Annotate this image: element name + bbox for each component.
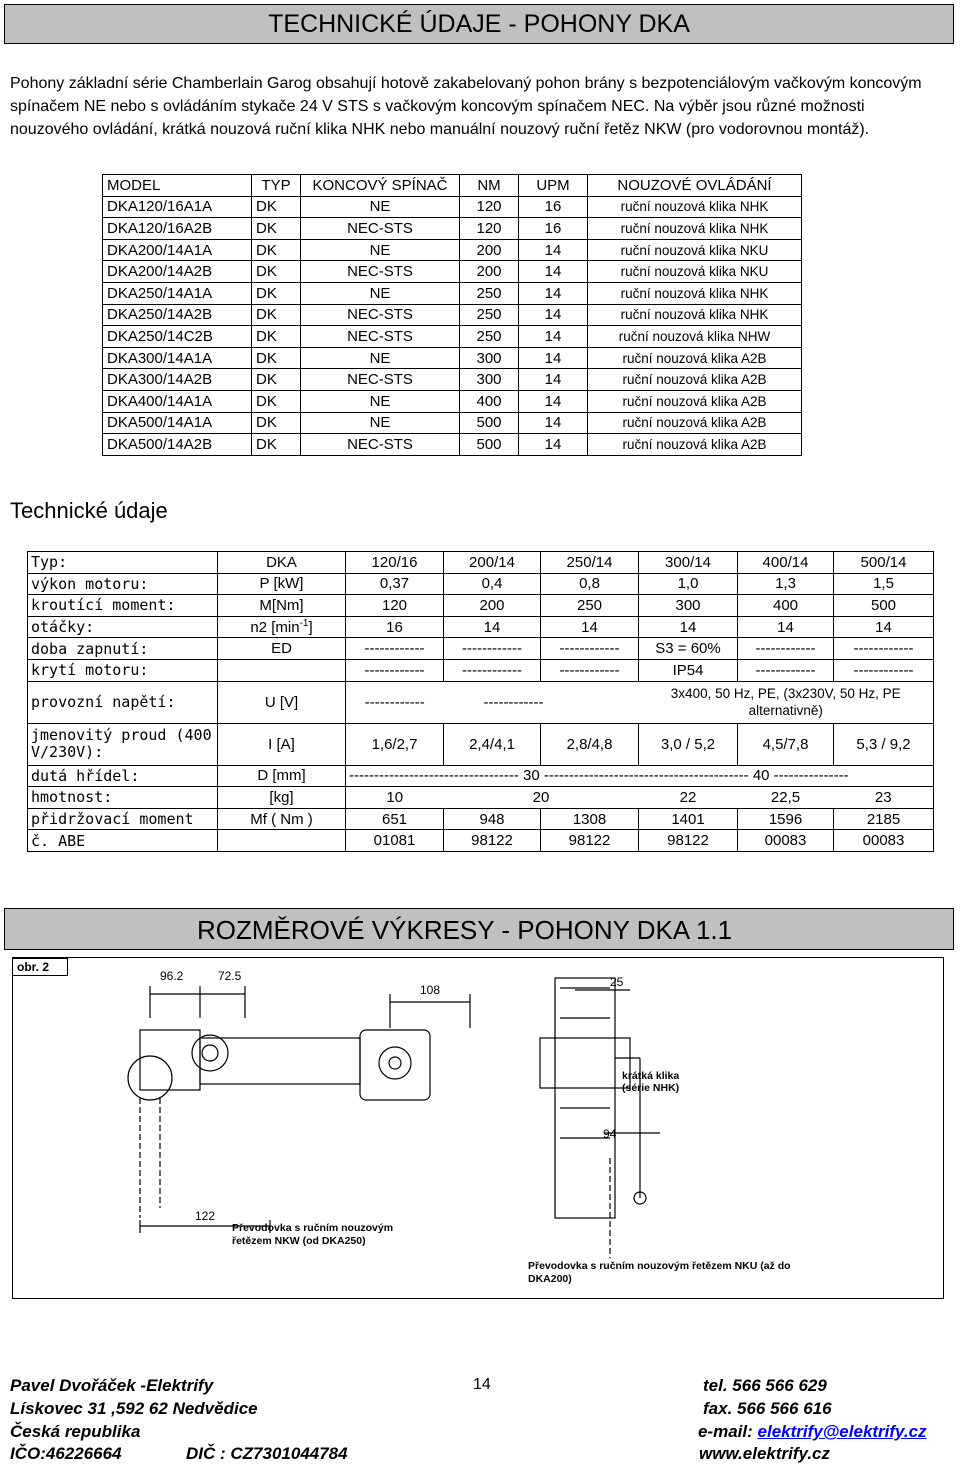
models-cell: DK	[252, 412, 301, 434]
models-cell: NEC-STS	[301, 218, 460, 240]
models-cell: ruční nouzová klika A2B	[588, 390, 802, 412]
cell: kroutící moment:	[28, 595, 218, 617]
cell: ------------	[444, 638, 541, 660]
models-cell: ruční nouzová klika NHK	[588, 304, 802, 326]
cell: 1,3	[738, 573, 834, 595]
cell-unit	[218, 616, 346, 638]
figure-label: obr. 2	[12, 958, 68, 976]
models-cell: NE	[301, 196, 460, 218]
dim-label: 96.2	[160, 969, 184, 983]
unit-superscript: -1	[299, 618, 309, 630]
intro-paragraph: Pohony základní série Chamberlain Garog obsahují hotově zakabelovaný pohon brány s bezpotenciálovým vačkovým koncovým spínačem NE nebo s ovládáním stykače 24 V STS s vačkovým koncovým spínačem NEC. Na výběr jsou různé možnosti nouzového ovládání, krátká nouzová ruční klika NHK nebo manuální nouzový ruční řetěz NKW (pro vodorovnou montáž).	[10, 75, 922, 138]
models-cell: 16	[519, 196, 588, 218]
dim-label: 72.5	[218, 969, 242, 983]
cell: ------------	[444, 681, 639, 723]
models-cell: DK	[252, 434, 301, 456]
cell: 1,0	[639, 573, 738, 595]
models-cell: ruční nouzová klika NHK	[588, 282, 802, 304]
cell: hmotnost:	[28, 787, 218, 809]
models-cell: 14	[519, 261, 588, 283]
models-cell: 300	[460, 347, 519, 369]
chain-nku-label: Převodovka s ručním nouzovým řetězem NKU (až do DKA200)	[528, 1260, 791, 1285]
models-row	[103, 390, 802, 412]
cell: ------------	[541, 638, 639, 660]
models-cell: 500	[460, 412, 519, 434]
cell: ------------	[346, 638, 444, 660]
cell: ED	[218, 638, 346, 660]
tech-heading: Technické údaje	[10, 498, 168, 523]
cell: ------------	[834, 659, 934, 681]
drawings-title: ROZMĚROVÉ VÝKRESY - POHONY DKA 1.1	[197, 915, 733, 945]
drawings-header	[4, 908, 954, 950]
cell: 14	[738, 616, 834, 638]
email-link[interactable]: elektrify@elektrify.cz	[757, 1422, 927, 1441]
models-cell: NEC-STS	[301, 326, 460, 348]
row-hmotnost	[28, 787, 934, 809]
cell: 00083	[834, 830, 934, 852]
cell	[218, 659, 346, 681]
cell: 1308	[541, 808, 639, 830]
row-abe	[28, 830, 934, 852]
cell: 10	[346, 787, 444, 809]
models-cell: 14	[519, 282, 588, 304]
models-row	[103, 239, 802, 261]
models-cell: DK	[252, 282, 301, 304]
cell: IP54	[639, 659, 738, 681]
models-cell: NE	[301, 239, 460, 261]
models-cell: 14	[519, 390, 588, 412]
models-cell: DKA250/14C2B	[103, 326, 252, 348]
cell-voltage-note: 3x400, 50 Hz, PE, (3x230V, 50 Hz, PE alternativně)	[639, 681, 934, 723]
models-cell: ruční nouzová klika NHK	[588, 218, 802, 240]
footer-tel: tel. 566 566 629	[703, 1376, 827, 1395]
models-cell: NE	[301, 412, 460, 434]
footer-country: Česká republika	[10, 1422, 141, 1441]
cell: 1401	[639, 808, 738, 830]
models-cell: 250	[460, 304, 519, 326]
models-cell: DK	[252, 218, 301, 240]
cell: 1,6/2,7	[346, 723, 444, 765]
cell: ------------	[834, 638, 934, 660]
unit-text: n2 [min	[250, 619, 300, 637]
footer-dic: DIČ : CZ7301044784	[186, 1444, 348, 1463]
row-vykon	[28, 573, 934, 595]
models-header-cell: MODEL	[103, 175, 252, 197]
cell: 14	[444, 616, 541, 638]
models-cell: DKA500/14A2B	[103, 434, 252, 456]
cell: výkon motoru:	[28, 573, 218, 595]
models-row	[103, 369, 802, 391]
cell: doba zapnutí:	[28, 638, 218, 660]
cell: M[Nm]	[218, 595, 346, 617]
models-cell: DK	[252, 390, 301, 412]
models-cell: DKA120/16A2B	[103, 218, 252, 240]
row-typ	[28, 552, 934, 574]
cell: U [V]	[218, 681, 346, 723]
models-cell: DKA250/14A2B	[103, 304, 252, 326]
page-number: 14	[473, 1376, 491, 1393]
models-cell: DKA400/14A1A	[103, 390, 252, 412]
cell: 1,5	[834, 573, 934, 595]
models-row	[103, 282, 802, 304]
technical-drawing	[0, 958, 960, 1298]
models-cell: DKA500/14A1A	[103, 412, 252, 434]
cell: 0,8	[541, 573, 639, 595]
models-row	[103, 304, 802, 326]
cell: provozní napětí:	[28, 681, 218, 723]
row-kryti	[28, 659, 934, 681]
footer-ico: IČO:46226664	[10, 1444, 122, 1463]
models-cell: DK	[252, 239, 301, 261]
cell: 200/14	[444, 552, 541, 574]
cell: 22,5	[738, 787, 834, 809]
cell: 120	[346, 595, 444, 617]
models-cell: DK	[252, 347, 301, 369]
models-cell: 500	[460, 434, 519, 456]
models-cell: NE	[301, 390, 460, 412]
short-crank-label: krátká klika (série NHK)	[622, 1070, 680, 1094]
row-doba	[28, 638, 934, 660]
cell: ------------	[738, 638, 834, 660]
models-cell: 200	[460, 239, 519, 261]
cell: ------------	[738, 659, 834, 681]
models-cell: ruční nouzová klika A2B	[588, 369, 802, 391]
models-cell: 14	[519, 347, 588, 369]
cell: 16	[346, 616, 444, 638]
dim-label: 108	[420, 983, 441, 997]
cell: jmenovitý proud (400 V/230V):	[28, 723, 218, 765]
cell: 22	[639, 787, 738, 809]
cell: 00083	[738, 830, 834, 852]
cell: 400/14	[738, 552, 834, 574]
footer-fax: fax. 566 566 616	[703, 1399, 832, 1418]
cell: 14	[639, 616, 738, 638]
models-cell: DKA300/14A1A	[103, 347, 252, 369]
cell: 500/14	[834, 552, 934, 574]
cell: 20	[444, 787, 639, 809]
models-cell: 14	[519, 412, 588, 434]
models-cell: ruční nouzová klika NHK	[588, 196, 802, 218]
cell: 1596	[738, 808, 834, 830]
cell: ------------	[346, 681, 444, 723]
row-napeti	[28, 681, 934, 723]
models-cell: 300	[460, 369, 519, 391]
footer-email	[698, 1422, 927, 1442]
cell: 2,8/4,8	[541, 723, 639, 765]
dim-label: 94	[603, 1127, 617, 1141]
models-cell: DKA250/14A1A	[103, 282, 252, 304]
cell: ------------	[444, 659, 541, 681]
cell: 98122	[444, 830, 541, 852]
cell	[218, 830, 346, 852]
cell: 120/16	[346, 552, 444, 574]
cell: ------------	[541, 659, 639, 681]
models-cell: NEC-STS	[301, 304, 460, 326]
cell: přidržovací moment	[28, 808, 218, 830]
motor-body	[200, 1038, 360, 1084]
tech-table	[27, 551, 934, 852]
models-cell: DK	[252, 369, 301, 391]
models-cell: ruční nouzová klika NKU	[588, 261, 802, 283]
models-table	[102, 174, 802, 456]
models-cell: 14	[519, 369, 588, 391]
footer-web[interactable]: www.elektrify.cz	[699, 1444, 831, 1463]
models-cell: NE	[301, 282, 460, 304]
cell: Mf ( Nm )	[218, 808, 346, 830]
models-row	[103, 347, 802, 369]
models-header-cell: TYP	[252, 175, 301, 197]
cell: 0,4	[444, 573, 541, 595]
cell: 98122	[541, 830, 639, 852]
cell: 400	[738, 595, 834, 617]
cell: D [mm]	[218, 765, 346, 787]
models-header-cell: NOUZOVÉ OVLÁDÁNÍ	[588, 175, 802, 197]
models-cell: 250	[460, 326, 519, 348]
email-label: e-mail:	[698, 1422, 753, 1441]
models-cell: 14	[519, 239, 588, 261]
models-cell: ruční nouzová klika NHW	[588, 326, 802, 348]
models-cell: DK	[252, 196, 301, 218]
cell: 5,3 / 9,2	[834, 723, 934, 765]
models-header-row	[103, 175, 802, 197]
chain-nkw-label: Převodovka s ručním nouzovým řetězem NKW (od DKA250)	[232, 1222, 394, 1247]
models-cell: DK	[252, 261, 301, 283]
cell: 651	[346, 808, 444, 830]
cell: 500	[834, 595, 934, 617]
cell: 250/14	[541, 552, 639, 574]
cell: I [A]	[218, 723, 346, 765]
cell: otáčky:	[28, 616, 218, 638]
cell: 250	[541, 595, 639, 617]
cell: 3,0 / 5,2	[639, 723, 738, 765]
chain-wheel	[128, 1056, 172, 1100]
models-cell: DKA200/14A2B	[103, 261, 252, 283]
cell: 200	[444, 595, 541, 617]
models-row	[103, 261, 802, 283]
unit-text: ]	[308, 619, 313, 637]
models-cell: NEC-STS	[301, 369, 460, 391]
models-cell: 16	[519, 218, 588, 240]
models-cell: ruční nouzová klika A2B	[588, 347, 802, 369]
models-cell: 250	[460, 282, 519, 304]
models-header-cell: NM	[460, 175, 519, 197]
cell: krytí motoru:	[28, 659, 218, 681]
models-cell: 120	[460, 218, 519, 240]
cell: 98122	[639, 830, 738, 852]
cell-shaft: ---------------------------------- 30 ----------------------------------------- 40 ---------------	[346, 765, 934, 787]
models-header-cell: KONCOVÝ SPÍNAČ	[301, 175, 460, 197]
footer-address: Lískovec 31 ,592 62 Nedvědice	[10, 1399, 258, 1418]
models-cell: NE	[301, 347, 460, 369]
models-header-cell: UPM	[519, 175, 588, 197]
dim-label: 122	[195, 1209, 216, 1223]
models-cell: DKA300/14A2B	[103, 369, 252, 391]
cell: 0,37	[346, 573, 444, 595]
row-hridel	[28, 765, 934, 787]
cell: 300	[639, 595, 738, 617]
models-cell: 14	[519, 304, 588, 326]
cell: dutá hřídel:	[28, 765, 218, 787]
cell: 4,5/7,8	[738, 723, 834, 765]
row-proud	[28, 723, 934, 765]
models-row	[103, 196, 802, 218]
models-row	[103, 326, 802, 348]
cell: 300/14	[639, 552, 738, 574]
cell: 23	[834, 787, 934, 809]
cell: 2,4/4,1	[444, 723, 541, 765]
cell: P [kW]	[218, 573, 346, 595]
models-cell: DK	[252, 326, 301, 348]
models-cell: NEC-STS	[301, 261, 460, 283]
footer-name: Pavel Dvořáček -Elektrify	[10, 1376, 214, 1395]
cell: DKA	[218, 552, 346, 574]
models-row	[103, 412, 802, 434]
page-title: TECHNICKÉ ÚDAJE - POHONY DKA	[4, 4, 954, 44]
row-otacky	[28, 616, 934, 638]
cell: 14	[834, 616, 934, 638]
models-cell: DKA120/16A1A	[103, 196, 252, 218]
cell: [kg]	[218, 787, 346, 809]
row-moment	[28, 595, 934, 617]
models-cell: ruční nouzová klika NKU	[588, 239, 802, 261]
cell: S3 = 60%	[639, 638, 738, 660]
models-row	[103, 434, 802, 456]
models-row	[103, 218, 802, 240]
models-cell: 400	[460, 390, 519, 412]
models-cell: DK	[252, 304, 301, 326]
models-cell: 14	[519, 434, 588, 456]
models-cell: ruční nouzová klika A2B	[588, 412, 802, 434]
models-cell: 120	[460, 196, 519, 218]
models-cell: 200	[460, 261, 519, 283]
dim-label: 25	[610, 975, 624, 989]
row-pridrz	[28, 808, 934, 830]
models-cell: DKA200/14A1A	[103, 239, 252, 261]
models-cell: 14	[519, 326, 588, 348]
cell: ------------	[346, 659, 444, 681]
vertical-gearbox	[555, 978, 615, 1218]
cell: č. ABE	[28, 830, 218, 852]
gearbox-housing	[360, 1030, 430, 1100]
models-cell: NEC-STS	[301, 434, 460, 456]
models-cell: ruční nouzová klika A2B	[588, 434, 802, 456]
cell: 14	[541, 616, 639, 638]
cell: Typ:	[28, 552, 218, 574]
gearbox-end	[140, 1030, 200, 1090]
cell: 948	[444, 808, 541, 830]
cell: 2185	[834, 808, 934, 830]
cell: 01081	[346, 830, 444, 852]
